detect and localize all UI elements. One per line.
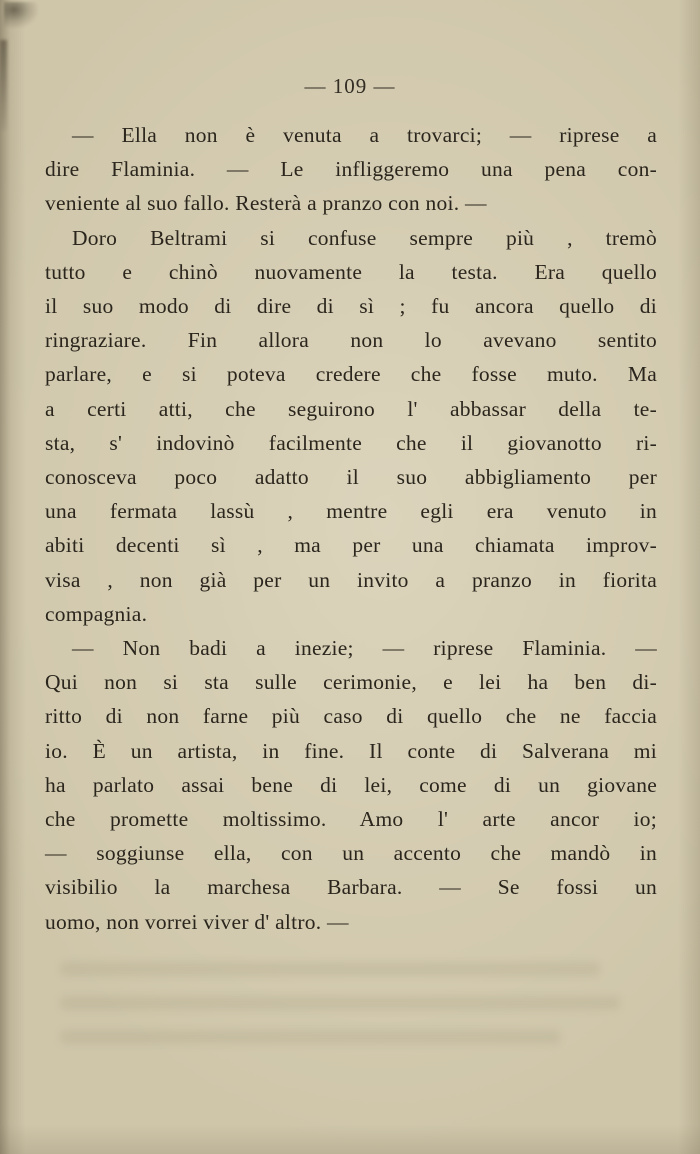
text-line: una fermata lassù , mentre egli era venuto in (45, 499, 657, 524)
text-line: compagnia. (45, 601, 148, 626)
text-line: dire Flaminia. — Le infliggeremo una pena con- (45, 157, 657, 182)
text-line: il suo modo di dire di sì ; fu ancora quello di (45, 294, 657, 319)
text-line: visa , non già per un invito a pranzo in fiorita (45, 567, 657, 592)
text-line: parlare, e si poteva credere che fosse muto. Ma (45, 362, 657, 387)
text-line: che promette moltissimo. Amo l' arte ancor io; (45, 807, 657, 832)
text-line: Doro Beltrami si confuse sempre più , tremò (72, 225, 657, 250)
text-line: — Non badi a inezie; — riprese Flaminia. — (72, 636, 657, 661)
text-line: — Ella non è venuta a trovarci; — riprese a (72, 123, 657, 147)
text-line: uomo, non vorrei viver d' altro. — (45, 909, 349, 934)
scan-corner-smudge (4, 2, 38, 28)
page-text (45, 118, 657, 939)
text-line: ritto di non farne più caso di quello che ne faccia (45, 704, 657, 729)
show-through-line (60, 996, 620, 1010)
text-line: tutto e chinò nuovamente la testa. Era quello (45, 259, 657, 284)
text-line: — soggiunse ella, con un accento che mandò in (45, 841, 657, 866)
page-number: — 109 — (304, 74, 396, 98)
text-line: ha parlato assai bene di lei, come di un giovane (45, 772, 657, 797)
text-line: Qui non si sta sulle cerimonie, e lei ha ben di- (45, 670, 657, 695)
text-line: visibilio la marchesa Barbara. — Se fossi un (45, 875, 657, 900)
text-line: conosceva poco adatto il suo abbigliamento per (45, 465, 657, 490)
paragraph (45, 631, 657, 939)
text-line: sta, s' indovinò facilmente che il giovanotto ri- (45, 430, 657, 455)
show-through-line (60, 1030, 560, 1044)
paragraph (45, 118, 657, 221)
paragraph (45, 221, 657, 631)
text-line: io. È un artista, in fine. Il conte di Salverana mi (45, 738, 657, 763)
text-line: veniente al suo fallo. Resterà a pranzo con noi. — (45, 191, 487, 216)
text-line: a certi atti, che seguirono l' abbassar della te- (45, 396, 657, 421)
show-through-line (60, 962, 600, 976)
text-line: ringraziare. Fin allora non lo avevano sentito (45, 328, 657, 353)
text-line: abiti decenti sì , ma per una chiamata improv- (45, 533, 657, 558)
